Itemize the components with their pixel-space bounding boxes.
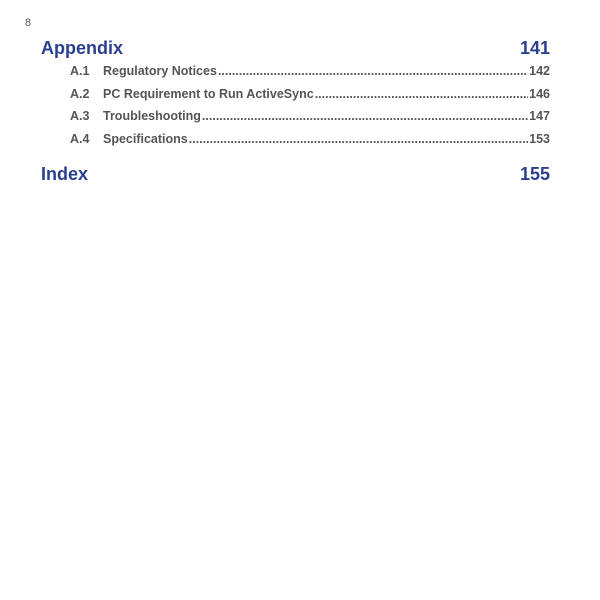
- toc-chapter-index[interactable]: [41, 162, 550, 186]
- entry-title: Regulatory Notices: [103, 64, 217, 78]
- entry-title: Troubleshooting: [103, 109, 201, 123]
- chapter-title: Index: [41, 164, 89, 184]
- dot-leader: [189, 132, 528, 146]
- entry-page: 142: [529, 64, 550, 78]
- dot-leader: [315, 87, 528, 101]
- toc-entry-regulatory-notices[interactable]: [70, 64, 550, 87]
- toc-entry-specifications[interactable]: [70, 132, 550, 155]
- entry-number: A.4: [70, 131, 90, 146]
- entry-number: A.2: [70, 86, 90, 101]
- chapter-title: Appendix: [41, 38, 124, 58]
- toc-entry-pc-requirement[interactable]: [70, 87, 550, 110]
- toc-chapter-appendix[interactable]: [41, 36, 550, 60]
- entry-number: A.1: [70, 64, 90, 78]
- dot-leader: [218, 64, 528, 78]
- entry-page: 146: [529, 86, 550, 101]
- entry-title: Specifications: [103, 131, 188, 146]
- chapter-page: 155: [519, 164, 550, 184]
- chapter-page: 141: [519, 38, 550, 58]
- dot-leader: [202, 109, 528, 123]
- table-of-contents: [41, 36, 550, 186]
- page-number: 8: [25, 17, 32, 29]
- toc-entry-troubleshooting[interactable]: [70, 109, 550, 132]
- entry-title: PC Requirement to Run ActiveSync: [103, 86, 314, 101]
- entry-page: 153: [529, 131, 550, 146]
- entry-page: 147: [529, 109, 550, 123]
- entry-number: A.3: [70, 109, 90, 123]
